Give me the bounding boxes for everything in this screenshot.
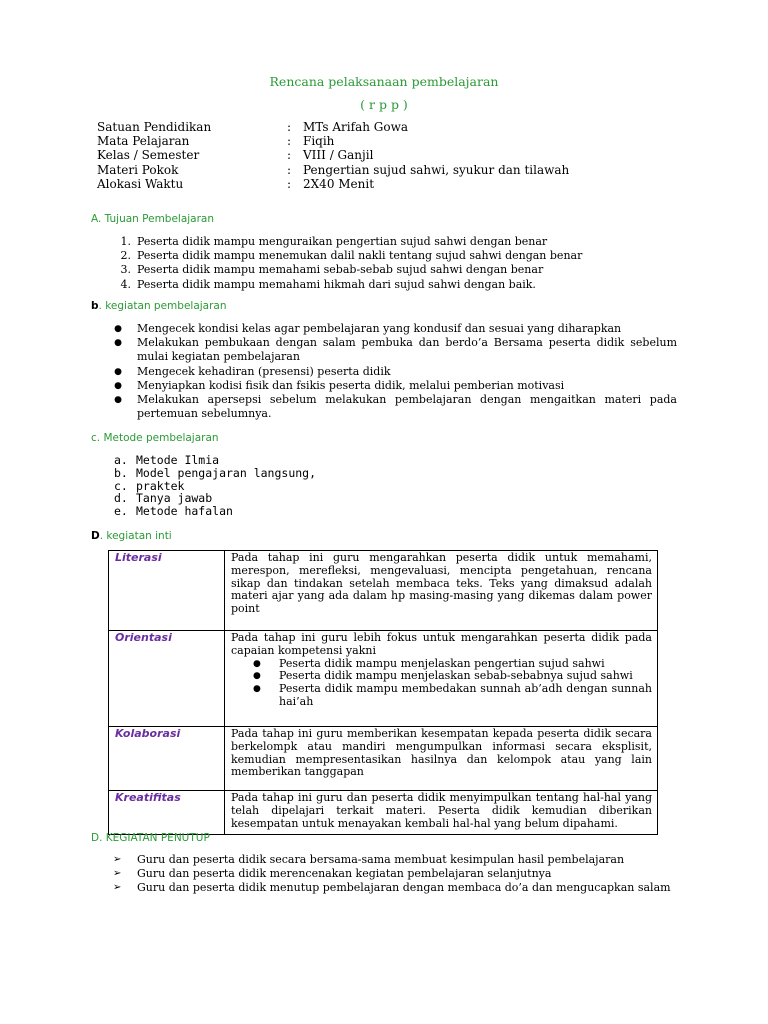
- table-row: [109, 631, 658, 727]
- info-colon: :: [287, 176, 292, 191]
- table-key: Literasi: [109, 551, 225, 631]
- heading-penutup: D. KEGIATAN PENUTUP: [91, 832, 210, 844]
- list-item-text: Peserta didik mampu memahami hikmah dari sujud sahwi dengan baik.: [137, 277, 536, 291]
- table-key: Kolaborasi: [109, 727, 225, 791]
- info-colon: :: [287, 148, 292, 163]
- table-key: Orientasi: [109, 631, 225, 727]
- list-item: [113, 867, 677, 881]
- list-letter: b.: [114, 465, 128, 480]
- bullet-icon: ●: [253, 671, 261, 682]
- list-item: [114, 505, 316, 518]
- list-item: [114, 336, 677, 364]
- table-row: [109, 727, 658, 791]
- info-colon: :: [287, 134, 292, 149]
- list-item: [120, 277, 677, 292]
- bullet-icon: ●: [253, 658, 261, 669]
- list-tujuan: [120, 235, 677, 292]
- list-item-text: Melakukan pembukaan dengan salam pembuka dan berdo’a Bersama peserta didik sebelum mulai kegiatan pembelajaran: [137, 336, 677, 364]
- arrow-icon: ➢: [113, 854, 122, 865]
- info-value: 2X40 Menit: [303, 176, 375, 191]
- list-item-text: Peserta didik mampu menemukan dalil nakli tentang sujud sahwi dengan benar: [137, 249, 583, 263]
- heading-inti-letter: D: [91, 530, 100, 542]
- heading-kegiatan: [91, 300, 227, 312]
- table-value: [225, 791, 658, 835]
- list-metode: [114, 454, 316, 518]
- info-value: VIII / Ganjil: [303, 148, 374, 163]
- info-label: Mata Pelajaran: [97, 134, 190, 149]
- list-item-text: Guru dan peserta didik secara bersama-sama membuat kesimpulan hasil pembelajaran: [137, 853, 625, 866]
- kegiatan-inti-table: [108, 550, 658, 835]
- table-value: [225, 551, 658, 631]
- table-row: [109, 791, 658, 835]
- list-item-text: Menyiapkan kodisi fisik dan fsikis peserta didik, melalui pemberian motivasi: [137, 378, 565, 392]
- table-value: [225, 727, 658, 791]
- table-value-text: Pada tahap ini guru dan peserta didik menyimpulkan tentang hal-hal yang telah dipelajari terkait materi. Peserta didik kemudian diberikan kesempatan untuk menayakan kembali hal-hal yang belum dipahami.: [231, 791, 652, 830]
- bullet-icon: ●: [114, 380, 122, 391]
- table-bullet-text: Peserta didik mampu menjelaskan pengertian sujud sahwi: [279, 656, 605, 670]
- list-item: [120, 249, 677, 263]
- table-value-text: Pada tahap ini guru mengarahkan peserta didik untuk memahami, merespon, merefleksi, mengevaluasi, mencipta pengetahuan, rencana sikap dan tindakan setelah membaca teks. Teks yang dimaksud adalah materi ajar yang ada dalam hp masing-masing yang dikemas dalam power point: [231, 551, 652, 616]
- info-value: Fiqih: [303, 134, 335, 149]
- info-label: Satuan Pendidikan: [97, 120, 212, 134]
- info-colon: :: [287, 120, 292, 134]
- list-item-text: Peserta didik mampu menguraikan pengertian sujud sahwi dengan benar: [137, 235, 548, 248]
- list-item-text: Peserta didik mampu memahami sebab-sebab sujud sahwi dengan benar: [137, 263, 544, 277]
- table-bullet-text: Peserta didik mampu membedakan sunnah ab’adh dengan sunnah hai’ah: [279, 682, 652, 708]
- table-bullet-item: [231, 683, 652, 709]
- list-letter: e.: [114, 504, 128, 519]
- list-penutup: [113, 853, 677, 896]
- list-item-text: praktek: [136, 478, 185, 493]
- list-item: [120, 235, 677, 249]
- bullet-icon: ●: [114, 366, 122, 377]
- list-item: [114, 393, 677, 421]
- table-value-text: Pada tahap ini guru memberikan kesempatan kepada peserta didik secara berkelompk atau mandiri mengumpulkan informasi secara eksplisit, kemudian mempresentasikan hasilnya dan kelompok atau yang lain memberikan tanggapan: [231, 727, 652, 779]
- list-item: [113, 881, 677, 895]
- list-letter: a.: [114, 453, 128, 467]
- heading-tujuan: A. Tujuan Pembelajaran: [91, 213, 215, 225]
- list-item: [120, 263, 677, 277]
- arrow-icon: ➢: [113, 868, 122, 880]
- doc-subtitle: ( r p p ): [360, 97, 408, 112]
- info-value: MTs Arifah Gowa: [303, 120, 409, 134]
- list-item-text: Mengecek kondisi kelas agar pembelajaran yang kondusif dan sesuai yang diharapkan: [137, 322, 622, 335]
- list-item-text: Model pengajaran langsung,: [136, 465, 317, 480]
- heading-inti-text: . kegiatan inti: [99, 530, 172, 542]
- list-item: [114, 364, 677, 379]
- list-item-text: Guru dan peserta didik merencenakan kegiatan pembelajaran selanjutnya: [137, 867, 552, 881]
- list-item-text: Tanya jawab: [136, 491, 213, 506]
- heading-kegiatan-letter: b: [91, 300, 99, 312]
- bullet-icon: ●: [114, 324, 122, 334]
- list-letter: d.: [114, 491, 128, 506]
- arrow-icon: ➢: [113, 882, 122, 894]
- list-kegiatan: [114, 322, 677, 421]
- list-number: 3.: [120, 263, 131, 277]
- bullet-icon: ●: [253, 684, 261, 695]
- list-letter: c.: [114, 478, 128, 493]
- info-value: Pengertian sujud sahwi, syukur dan tilawah: [303, 162, 570, 177]
- info-label: Alokasi Waktu: [97, 176, 184, 191]
- heading-kegiatan-text: . kegiatan pembelajaran: [98, 300, 227, 312]
- list-item-text: Melakukan apersepsi sebelum melakukan pembelajaran dengan mengaitkan materi pada pertemuan sebelumnya.: [137, 393, 677, 421]
- table-value-text: Pada tahap ini guru lebih fokus untuk mengarahkan peserta didik pada capaian kompetensi yakni: [231, 631, 652, 657]
- table-value: [225, 631, 658, 727]
- bullet-icon: ●: [114, 338, 122, 349]
- list-number: 2.: [120, 249, 131, 263]
- doc-title: Rencana pelaksanaan pembelajaran: [269, 74, 499, 89]
- info-colon: :: [287, 162, 292, 177]
- table-bullet-text: Peserta didik mampu menjelaskan sebab-sebabnya sujud sahwi: [279, 669, 633, 683]
- table-row: [109, 551, 658, 631]
- list-item-text: Guru dan peserta didik menutup pembelajaran dengan membaca do’a dan mengucapkan salam: [137, 881, 671, 895]
- list-item-text: Metode hafalan: [136, 504, 233, 519]
- list-item-text: Metode Ilmia: [136, 453, 220, 467]
- heading-metode: c. Metode pembelajaran: [91, 432, 219, 444]
- list-item-text: Mengecek kehadiran (presensi) peserta didik: [137, 364, 391, 378]
- list-item: [113, 853, 677, 867]
- info-label: Materi Pokok: [97, 162, 179, 177]
- info-label: Kelas / Semester: [97, 148, 200, 163]
- table-key: Kreatifitas: [109, 791, 225, 835]
- heading-inti: [91, 530, 172, 542]
- list-item: [114, 378, 677, 393]
- list-number: 4.: [120, 277, 131, 291]
- list-number: 1.: [120, 235, 131, 248]
- list-item: [114, 322, 677, 336]
- bullet-icon: ●: [114, 395, 122, 406]
